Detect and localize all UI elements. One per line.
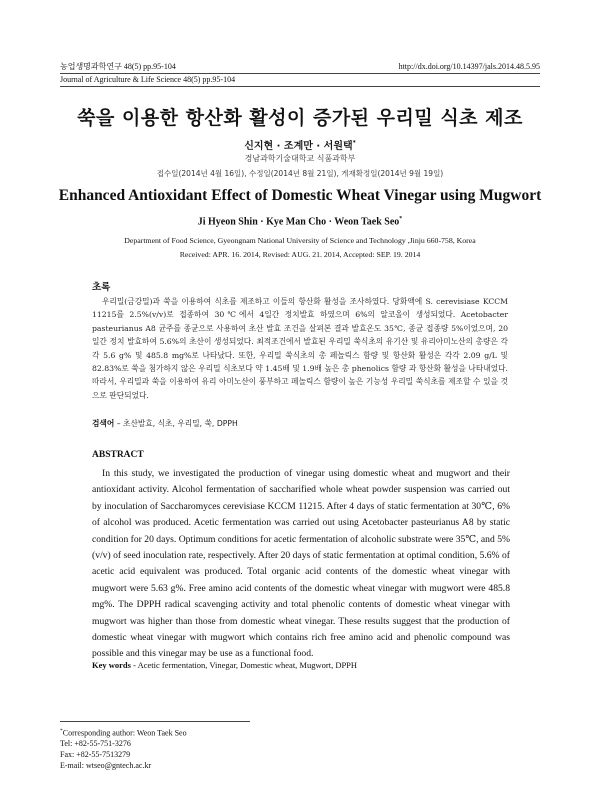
- korean-author-names: 신지현 · 조계만 · 서원택: [244, 141, 353, 152]
- journal-english: Journal of Agriculture & Life Science 48(5) pp.95-104: [60, 75, 236, 84]
- korean-title: 쑥을 이용한 항산화 활성이 증가된 우리밀 식초 제조: [77, 107, 523, 129]
- korean-dates: 접수일(2014년 4월 16일), 수정일(2014년 8월 21일), 게재확정일(2014년 9월 19일): [156, 169, 444, 178]
- korean-abstract-heading: 초록: [92, 282, 111, 293]
- english-abstract-heading: ABSTRACT: [92, 450, 144, 460]
- korean-keywords: [92, 418, 238, 429]
- header-rule-bottom: [60, 86, 540, 87]
- korean-keywords-label: 검색어: [92, 419, 115, 428]
- english-abstract: In this study, we investigated the production of vinegar using domestic wheat and mugwort and their antioxidant activity. Alcohol fermentation of saccharified whole wheat powder suspension was carried out by inoculation of Saccharomyces cerevisiase KCCM 11215. After 4 days of static fermentation at 30℃, 6% of alcohol was produced. Acetic fermentation was carried out using Acetobacter pasteurianus A8 by static condition for 20 days. Optimum conditions for acetic fermentation of alcoholic substrate were 35℃, and 5%(v/v) of seed inoculation rate, respectively. After 20 days of static fermentation at optimal condition, 5.6% of acetic acid equivalent was produced. Total organic acid contents of the domestic wheat vinegar with mugwort were 5.63 g%. Free amino acid contents of the domestic wheat vinegar with mugwort were 485.8 mg%. The DPPH radical scavenging activity and total phenolic contents of domestic wheat vinegar with mugwort was higher than those from domestic wheat vinegar. These results suggest that the production of domestic wheat vinegar with mugwort which contains rich free amino acid and phenolic compound was possible and this vinegar may be use as a functional food.: [92, 468, 510, 660]
- korean-author-mark: *: [352, 139, 356, 147]
- korean-keywords-list: – 초산발효, 식초, 우리밀, 쑥, DPPH: [114, 419, 238, 428]
- journal-korean: 농업생명과학연구 48(5) pp.95-104: [60, 62, 176, 71]
- english-keywords-label: Key words: [92, 660, 131, 670]
- english-author-names: Ji Hyeon Shin · Kye Man Cho · Weon Taek Seo: [197, 216, 400, 228]
- footnote-corresponding: [60, 726, 187, 739]
- korean-affiliation: 경남과학기술대학교 식품과학부: [244, 154, 356, 163]
- footnote-corresponding-text: Corresponding author: Weon Taek Seo: [62, 728, 187, 738]
- footnote-email[interactable]: E-mail: wtseo@gntech.ac.kr: [60, 761, 152, 770]
- footnote-fax: Fax: +82-55-7513279: [60, 750, 131, 759]
- footnote-tel: Tel: +82-55-751-3276: [60, 739, 131, 748]
- english-keywords: [92, 660, 357, 670]
- english-dates: Received: APR. 16. 2014, Revised: AUG. 21. 2014, Accepted: SEP. 19. 2014: [179, 250, 421, 259]
- english-title: Enhanced Antioxidant Effect of Domestic Wheat Vinegar using Mugwort: [58, 187, 542, 204]
- doi-link[interactable]: http://dx.doi.org/10.14397/jals.2014.48.5.95: [398, 62, 540, 71]
- footnote-mark: *: [60, 728, 63, 734]
- header-rule-top: [60, 73, 540, 74]
- english-keywords-list: - Acetic fermentation, Vinegar, Domestic wheat, Mugwort, DPPH: [130, 660, 358, 670]
- english-author-mark: *: [399, 216, 403, 222]
- footnote-rule: [60, 721, 250, 722]
- english-affiliation: Department of Food Science, Gyeongnam National University of Science and Technology ,Jinju 660-758, Korea: [124, 236, 476, 245]
- korean-authors: [40, 137, 560, 152]
- korean-abstract: 우리밀(금강밀)과 쑥을 이용하여 식초를 제조하고 이들의 항산화 활성을 조사하였다. 당화액에 S. cerevisiase KCCM 11215를 2.5%(v/v)로 접종하여 30℃에서 4일간 정치발효 하였으며 6%의 알코올이 생성되었다. Acetobacter pasteurianus A8 균주를 종균으로 사용하여 초산 발효 조건을 살펴본 결과 발효온도 35℃, 종균 접종량 5%이었으며, 20일간 정치 발효하여 5.6%의 초산이 생성되었다. 최적조건에서 발효된 우리밀 쑥식초의 유기산 및 유리아미노산의 총량은 각각 5.6 g% 및 485.8 mg%로 나타났다. 또한, 우리밀 쑥식초의 총 페놀릭스 함량 및 항산화 활성은 각각 2.09 g/L 및 82.83%로 쑥을 첨가하지 않은 우리밀 식초보다 약 1.45배 및 1.9배 높은 총 phenolics 함량 과 항산화 활성을 나타내었다. 따라서, 우리밀과 쑥을 이용하여 유리 아미노산이 풍부하고 페놀릭스 함량이 높은 기능성 우리밀 쑥식초를 제조할 수 있을 것으로 판단되었다.: [92, 297, 508, 400]
- english-authors: [40, 216, 560, 227]
